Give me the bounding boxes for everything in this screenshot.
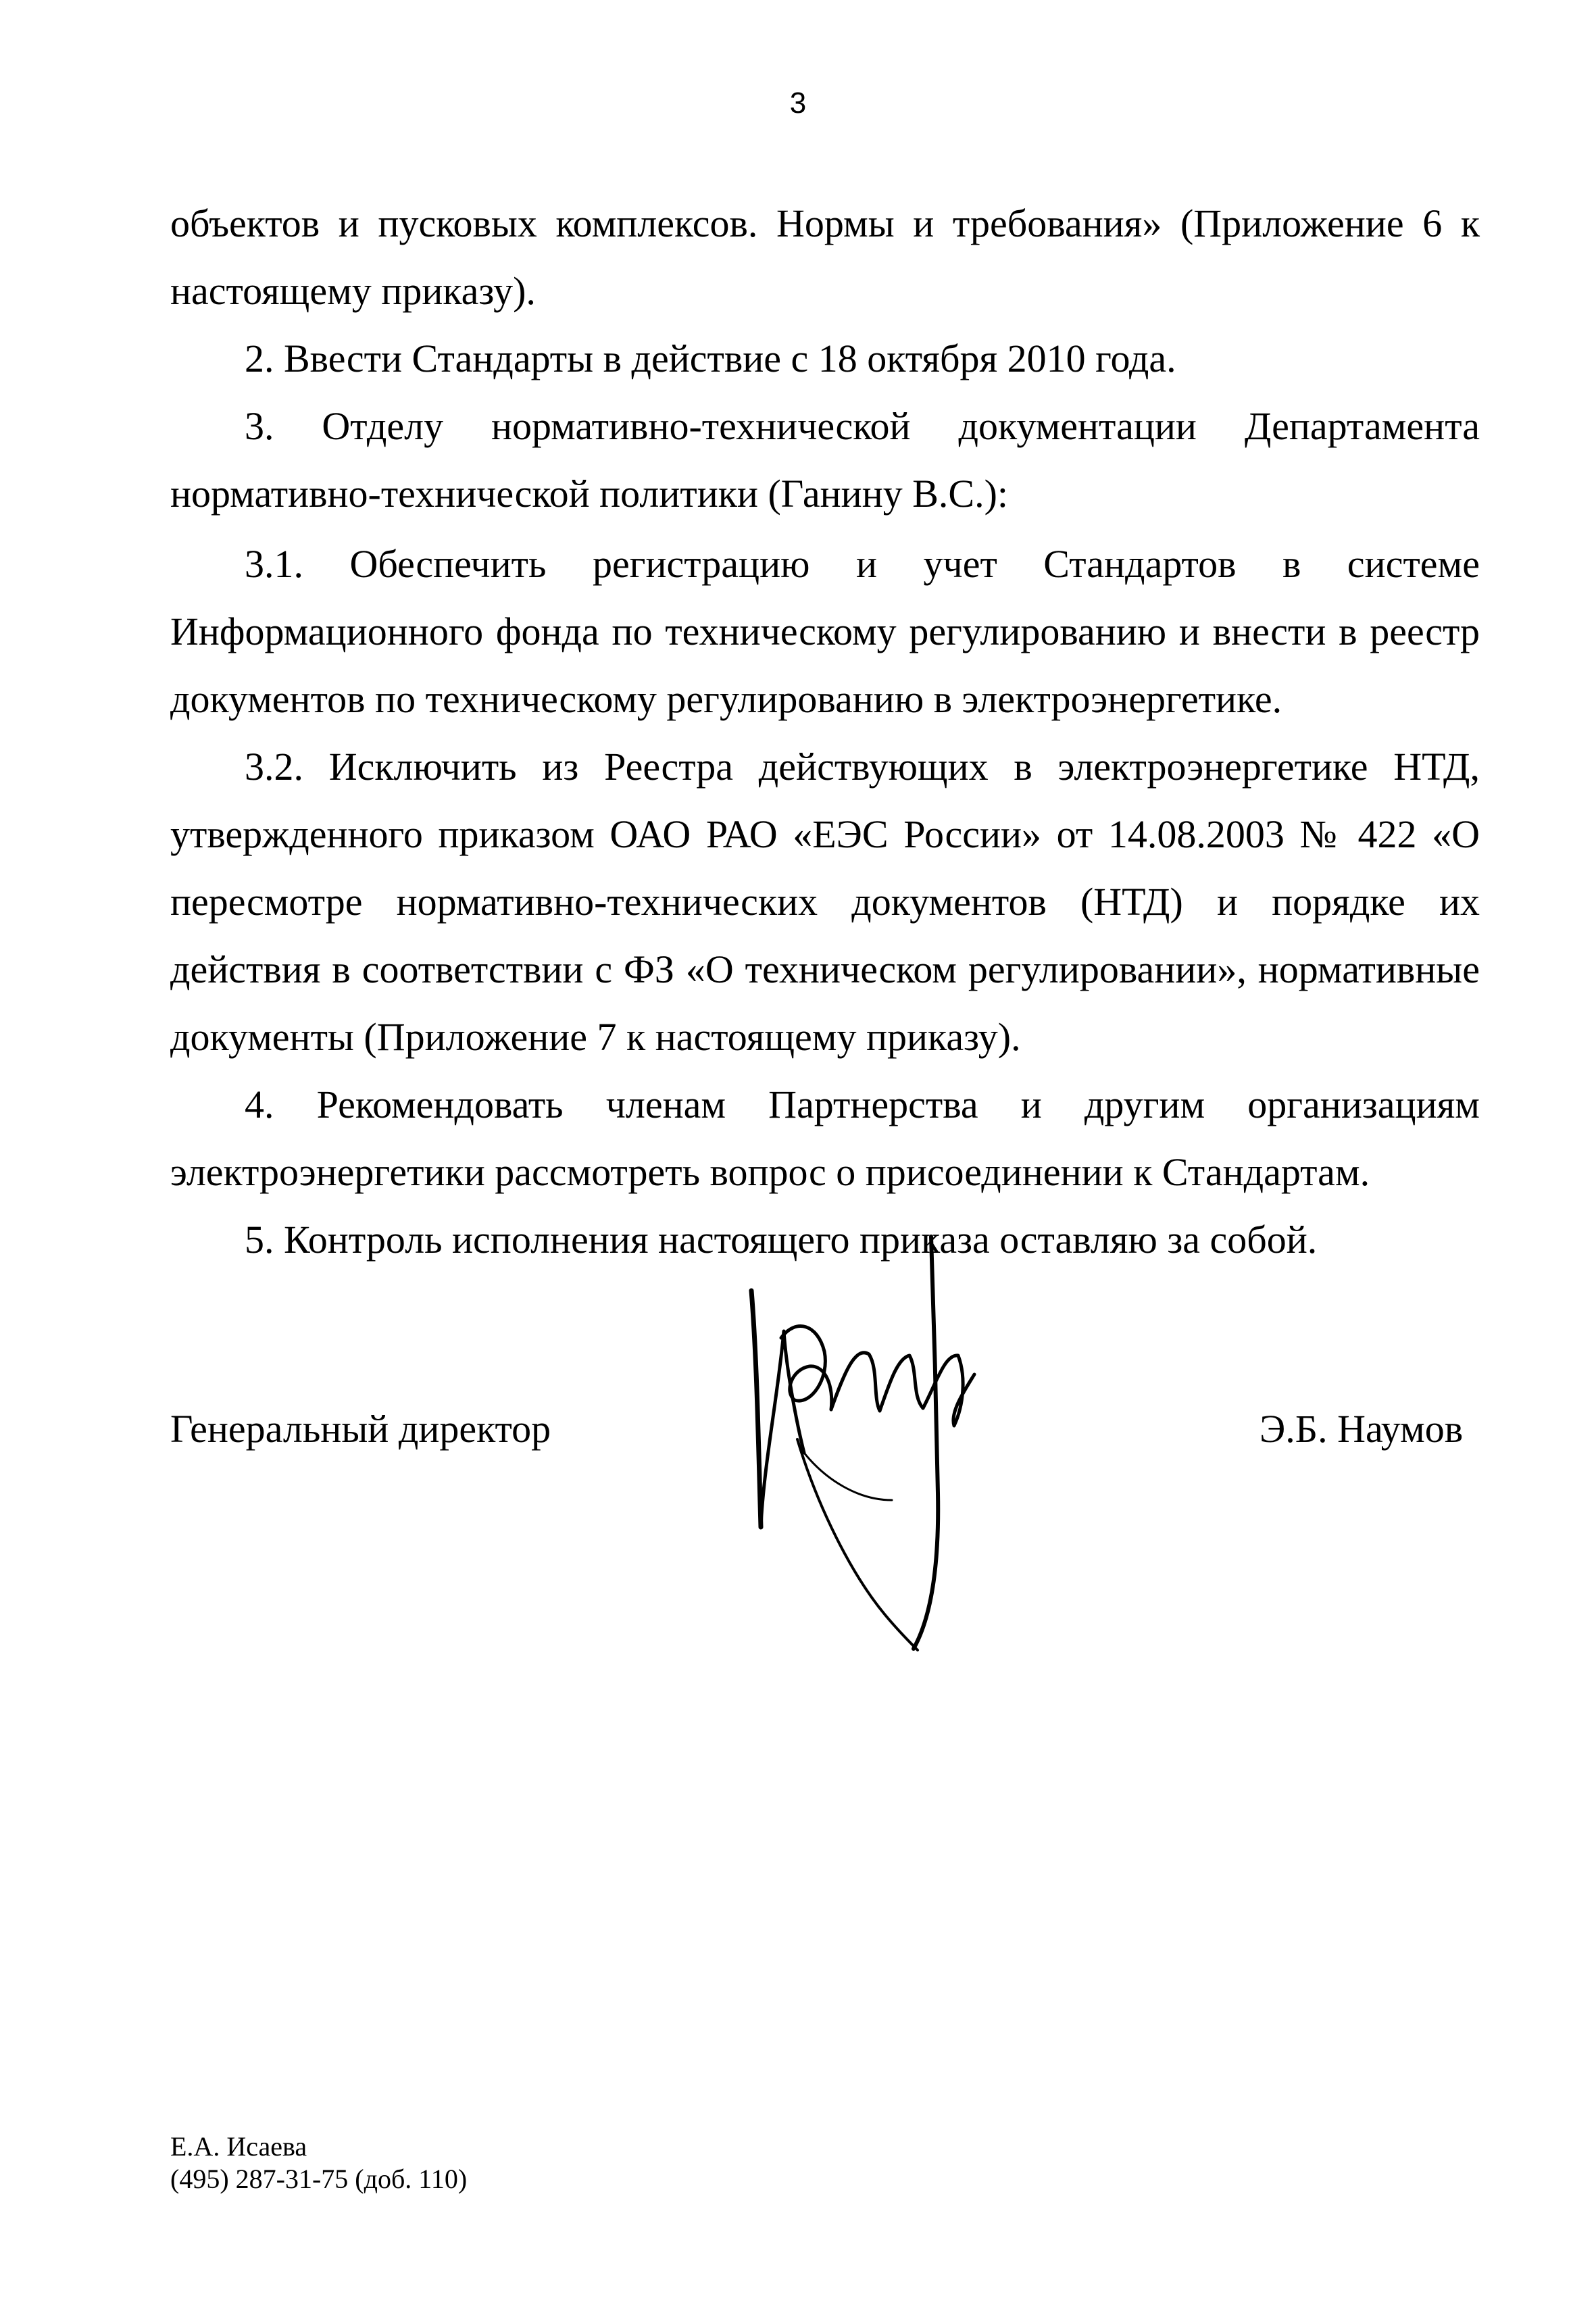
item-3-line-2: нормативно-технической политики (Ганину В.С.): <box>170 472 1009 516</box>
item-4-line-2: электроэнергетики рассмотреть вопрос о присоединении к Стандартам. <box>170 1150 1370 1194</box>
body-line-1: объектов и пусковых комплексов. Нормы и требования» (Приложение 6 к <box>170 201 1480 245</box>
executor-phone: (495) 287-31-75 (доб. 110) <box>170 2164 468 2194</box>
item-3-2-line-5: документы (Приложение 7 к настоящему приказу). <box>170 1015 1021 1059</box>
page-number: 3 <box>789 86 807 120</box>
executor-name: Е.А. Исаева <box>170 2131 307 2162</box>
item-3-line-1: 3. Отделу нормативно-технической документации Департамента <box>245 404 1480 448</box>
handwritten-signature <box>716 1210 1000 1669</box>
item-5-line: 5. Контроль исполнения настоящего приказа оставляю за собой. <box>245 1218 1318 1262</box>
item-3-1-line-2: Информационного фонда по техническому регулированию и внести в реестр <box>170 609 1480 653</box>
body-line-2: настоящему приказу). <box>170 269 536 313</box>
item-3-2-line-3: пересмотре нормативно-технических документов (НТД) и порядке их <box>170 880 1480 924</box>
signer-name: Э.Б. Наумов <box>1260 1407 1464 1451</box>
item-3-2-line-1: 3.2. Исключить из Реестра действующих в электроэнергетике НТД, <box>245 745 1480 789</box>
item-3-2-line-4: действия в соответствии с ФЗ «О техническом регулировании», нормативные <box>170 947 1480 991</box>
item-3-2-line-2: утвержденного приказом ОАО РАО «ЕЭС России» от 14.08.2003 № 422 «О <box>170 812 1480 856</box>
item-2-line: 2. Ввести Стандарты в действие с 18 октября 2010 года. <box>245 337 1176 380</box>
signer-position: Генеральный директор <box>170 1407 551 1451</box>
item-4-line-1: 4. Рекомендовать членам Партнерства и другим организациям <box>245 1082 1480 1126</box>
item-3-1-line-3: документов по техническому регулированию в электроэнергетике. <box>170 677 1282 721</box>
item-3-1-line-1: 3.1. Обеспечить регистрацию и учет Стандартов в системе <box>245 542 1480 586</box>
